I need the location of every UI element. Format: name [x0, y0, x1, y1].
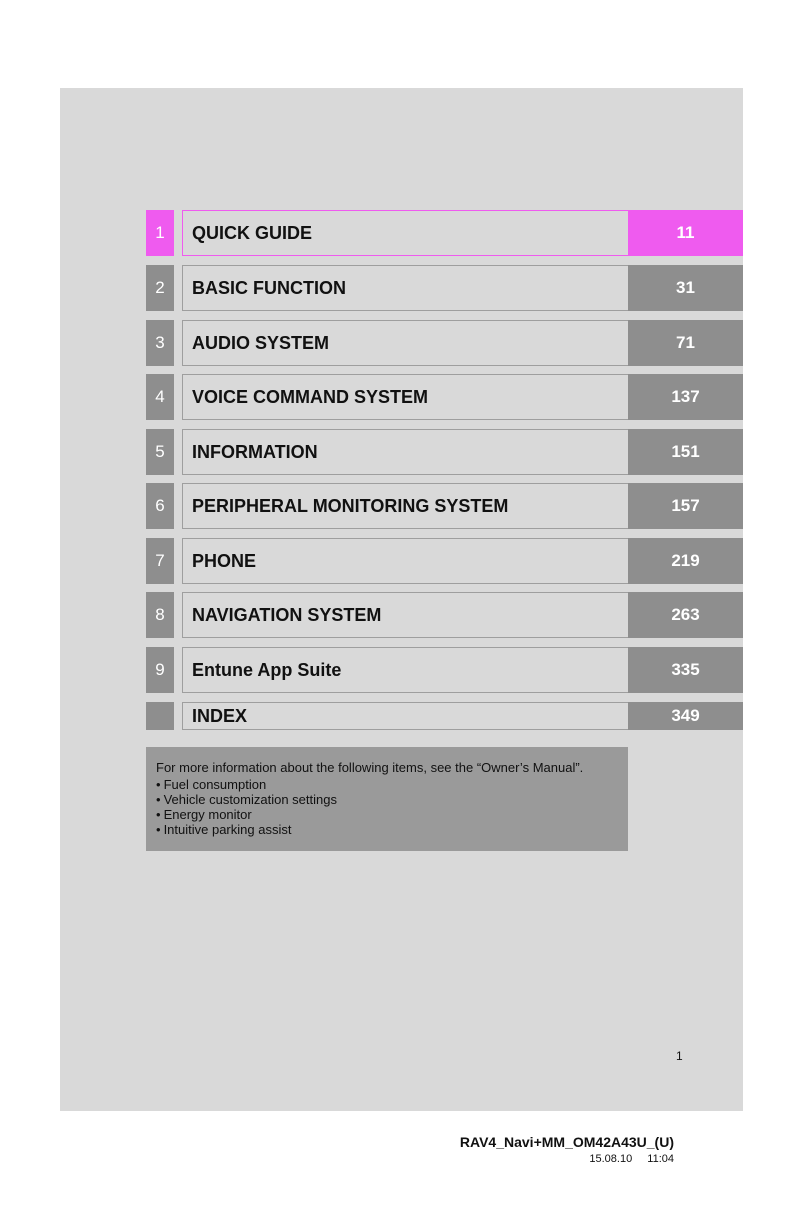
list-item: • Vehicle customization settings: [156, 792, 618, 807]
print-time: 11:04: [647, 1153, 674, 1165]
chapter-number: 8: [146, 592, 174, 638]
toc-entry-index[interactable]: [146, 702, 743, 730]
toc-entry-voice-command-system[interactable]: [146, 374, 743, 420]
note-intro: For more information about the following items, see the “Owner’s Manual”.: [156, 760, 584, 775]
chapter-title: PERIPHERAL MONITORING SYSTEM: [182, 483, 629, 529]
print-date: 15.08.10: [589, 1153, 633, 1165]
chapter-title: Entune App Suite: [182, 647, 629, 693]
page-number: 1: [676, 1049, 683, 1063]
toc-entry-audio-system[interactable]: [146, 320, 743, 366]
index-page: 349: [628, 702, 743, 730]
chapter-page: 157: [628, 483, 743, 529]
owners-manual-note: [146, 747, 628, 851]
manual-page: [60, 88, 743, 1111]
chapter-title: BASIC FUNCTION: [182, 265, 629, 311]
chapter-page: 335: [628, 647, 743, 693]
chapter-number: 3: [146, 320, 174, 366]
toc-entry-navigation-system[interactable]: [146, 592, 743, 638]
chapter-title: QUICK GUIDE: [182, 210, 629, 256]
toc-entry-quick-guide[interactable]: [146, 210, 743, 256]
chapter-number: 2: [146, 265, 174, 311]
index-tab: [146, 702, 174, 730]
list-item: • Intuitive parking assist: [156, 822, 618, 837]
list-item: • Fuel consumption: [156, 777, 618, 792]
chapter-number: 9: [146, 647, 174, 693]
chapter-number: 6: [146, 483, 174, 529]
chapter-title: INFORMATION: [182, 429, 629, 475]
toc-entry-phone[interactable]: [146, 538, 743, 584]
toc-entry-entune-app-suite[interactable]: [146, 647, 743, 693]
toc-entry-peripheral-monitoring-system[interactable]: [146, 483, 743, 529]
chapter-number: 7: [146, 538, 174, 584]
chapter-number: 5: [146, 429, 174, 475]
chapter-page: 151: [628, 429, 743, 475]
print-timestamp: [589, 1153, 674, 1165]
index-title: INDEX: [182, 702, 629, 730]
toc-entry-basic-function[interactable]: [146, 265, 743, 311]
note-list: [156, 777, 618, 837]
document-code: RAV4_Navi+MM_OM42A43U_(U): [459, 1134, 674, 1150]
chapter-page: 263: [628, 592, 743, 638]
chapter-title: PHONE: [182, 538, 629, 584]
chapter-number: 1: [146, 210, 174, 256]
chapter-number: 4: [146, 374, 174, 420]
chapter-page: 71: [628, 320, 743, 366]
chapter-page: 219: [628, 538, 743, 584]
list-item: • Energy monitor: [156, 807, 618, 822]
chapter-page: 31: [628, 265, 743, 311]
chapter-title: NAVIGATION SYSTEM: [182, 592, 629, 638]
chapter-title: VOICE COMMAND SYSTEM: [182, 374, 629, 420]
toc-entry-information[interactable]: [146, 429, 743, 475]
chapter-page: 137: [628, 374, 743, 420]
chapter-page: 11: [628, 210, 743, 256]
chapter-title: AUDIO SYSTEM: [182, 320, 629, 366]
